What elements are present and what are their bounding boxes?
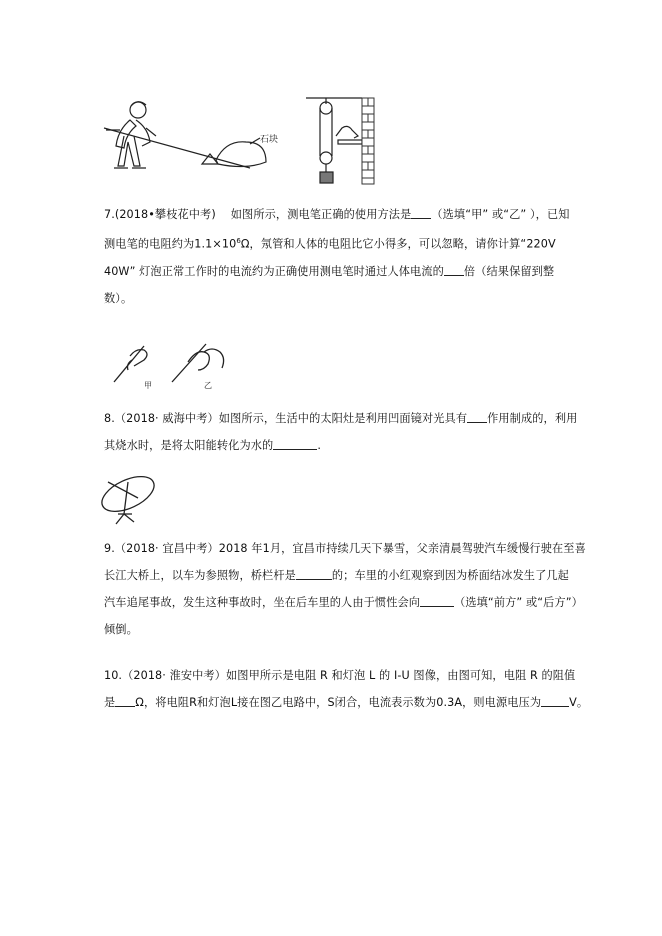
q7-line-1: 7.(2018•攀枝花中考) 如图所示，测电笔正确的使用方法是 （选填“甲” 或“乙” ），已知	[104, 208, 570, 221]
q8-line-2: 其烧水时，是将太阳能转化为水的 .	[104, 439, 321, 452]
question-8	[104, 405, 578, 459]
pulley-figure	[306, 96, 376, 186]
fig-label-yi: 乙	[204, 381, 212, 390]
q9-line-2: 长江大桥上，以车为参照物，桥栏杆是 的；车里的小红观察到因为桥面结冰发生了几起	[104, 569, 569, 582]
q9-blank-1[interactable]	[296, 568, 332, 580]
q7-blank-1[interactable]	[411, 207, 431, 219]
q7-blank-2[interactable]	[444, 264, 464, 276]
question-7	[104, 201, 570, 312]
q9-line-3: 汽车追尾事故，发生这种事故时，坐在后车里的人由于惯性会向 （选填“前方” 或“后方”）	[104, 596, 583, 609]
q7-line-2: 测电笔的电阻约为$1.1\times 10^6\Omega$，氖管和人体的电阻比它小得多，可以忽略，请你计算“220V	[104, 237, 556, 251]
q9-line-4: 倾倒。	[104, 623, 138, 636]
q10-blank-1[interactable]	[115, 695, 135, 707]
q9-blank-2[interactable]	[420, 595, 454, 607]
q8-blank-2[interactable]	[273, 438, 317, 450]
fig-label-jia: 甲	[144, 381, 152, 390]
question-9	[104, 535, 586, 643]
q10-line-1: 10.（2018· 淮安中考）如图甲所示是电阻 R 和灯泡 L 的 I-U 图像，由图可知，电阻 R 的阻值	[104, 669, 576, 682]
solar-cooker-figure	[98, 468, 164, 528]
q10-blank-2[interactable]	[541, 695, 569, 707]
q8-line-1: 8.（2018· 威海中考）如图所示，生活中的太阳灶是利用凹面镜对光具有 作用制成的，利用	[104, 412, 578, 425]
stone-label: 石块	[260, 135, 279, 145]
test-pen-figure	[108, 338, 248, 390]
lever-man-figure	[100, 98, 290, 178]
q10-line-2: 是 Ω，将电阻R和灯泡L接在图乙电路中，S闭合，电流表示数为0.3A，则电源电压为 V。	[104, 696, 589, 709]
q7-line-3: 40W” 灯泡正常工作时的电流约为正确使用测电笔时通过人体电流的 倍（结果保留到整	[104, 264, 555, 278]
question-10	[104, 662, 589, 716]
q9-line-1: 9.（2018· 宜昌中考）2018 年1月，宜昌市持续几天下暴雪，父亲清晨驾驶汽车缓慢行驶在至喜	[104, 542, 586, 555]
q8-blank-1[interactable]	[467, 411, 487, 423]
q7-line-4: 数）。	[104, 291, 133, 305]
